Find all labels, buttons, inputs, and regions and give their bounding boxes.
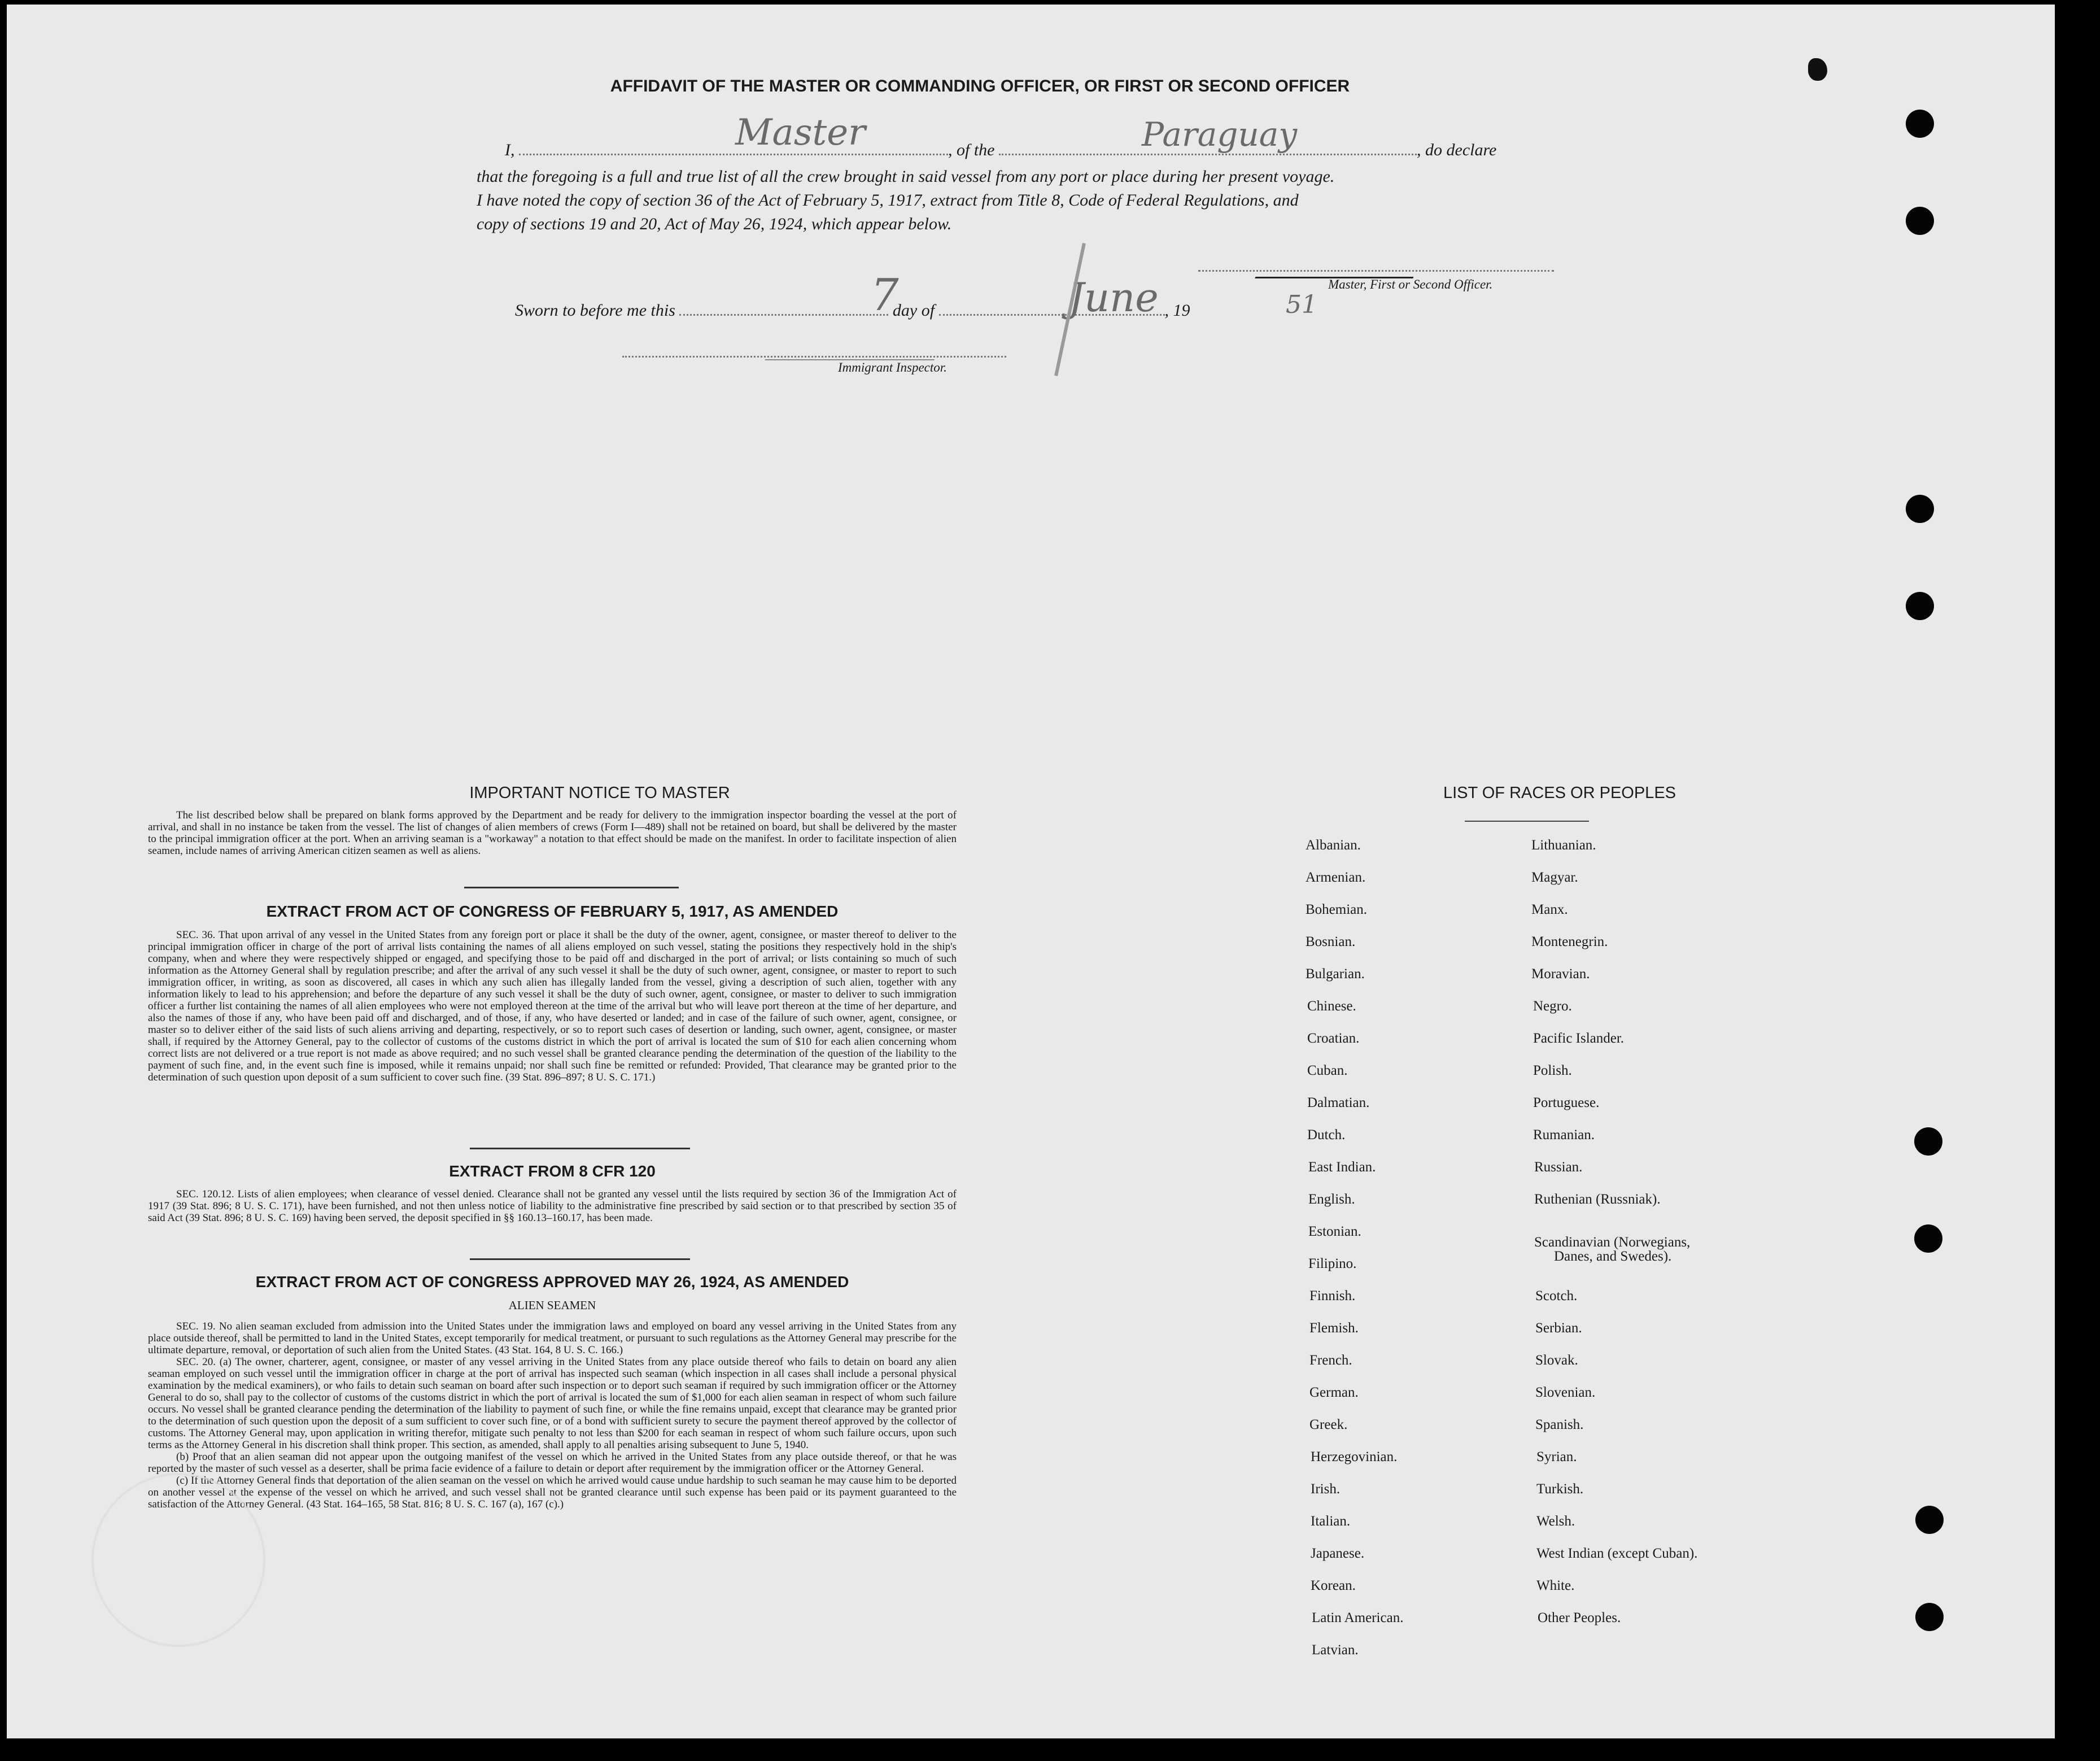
sec-20c-paragraph: (c) If the Attorney General finds that deportation of the alien seaman on the vessel on which he arrived would cause undue hardship to such seaman he may cause him to be deported on another vessel at the expense of the vessel on which he arrived, and such vessel shall not be granted clearance until such expense has been paid or its payment guaranteed to the satisfaction of the Attorney General. (43 Stat. 164–165, 58 Stat. 816; 8 U. S. C. 167 (a), 167 (c).) <box>148 1475 957 1510</box>
races-divider <box>1465 821 1589 822</box>
race-item: Montenegrin. <box>1531 934 1608 949</box>
race-item: Negro. <box>1533 999 1572 1014</box>
i-label: I, <box>505 141 515 159</box>
race-item: Lithuanian. <box>1531 838 1596 853</box>
race-item: Pacific Islander. <box>1533 1031 1625 1046</box>
race-item: Turkish. <box>1536 1481 1584 1497</box>
declaration-line-4: copy of sections 19 and 20, Act of May 26, 1924, which appear below. <box>477 215 952 233</box>
race-item: Ruthenian (Russniak). <box>1534 1192 1661 1207</box>
race-item: Cuban. <box>1307 1063 1348 1078</box>
month-handwritten: June <box>1068 274 1159 321</box>
punch-hole-2 <box>1906 207 1934 235</box>
embossed-seal <box>91 1473 265 1647</box>
extract-cfr-title: EXTRACT FROM 8 CFR 120 <box>449 1162 656 1180</box>
extract-1924-title: EXTRACT FROM ACT OF CONGRESS APPROVED MAY 26, 1924, AS AMENDED <box>255 1273 849 1291</box>
divider-2 <box>470 1148 690 1149</box>
inspector-caption: Immigrant Inspector. <box>838 360 947 374</box>
race-item: Korean. <box>1311 1578 1356 1593</box>
punch-hole-5 <box>1914 1127 1942 1156</box>
year-handwritten: 51 <box>1286 290 1317 319</box>
race-item: French. <box>1309 1353 1352 1368</box>
race-item: Bulgarian. <box>1306 966 1365 982</box>
race-item: Albanian. <box>1306 838 1361 853</box>
extract-1924-text <box>148 1320 957 1510</box>
sec-19-paragraph: SEC. 19. No alien seaman excluded from admission into the United States under the immigration laws and employed on board any vessel arriving in the United States from any place outside thereof, shall be permitted to land in the United States, except temporarily for medical treatment, or pursuant to such regulations as the Attorney General may prescribe for the ultimate departure, removal, or deportation of such alien from the United States. (43 Stat. 164, 8 U. S. C. 166.) <box>148 1320 957 1356</box>
race-item: Danes, and Swedes). <box>1554 1249 1672 1264</box>
declaration-line-2: that the foregoing is a full and true list of all the crew brought in said vessel from any port or place during her present voyage. <box>477 167 1335 186</box>
master-blank <box>519 140 948 155</box>
race-item: Irish. <box>1311 1481 1341 1497</box>
race-item: Serbian. <box>1535 1320 1582 1336</box>
punch-hole-6 <box>1914 1224 1942 1253</box>
race-item: Slovak. <box>1535 1353 1578 1368</box>
race-item: White. <box>1536 1578 1575 1593</box>
race-item: East Indian. <box>1308 1160 1376 1175</box>
year-prefix: , 19 <box>1164 301 1190 320</box>
vessel-handwritten: Paraguay <box>1142 115 1298 154</box>
race-item: Magyar. <box>1531 870 1578 885</box>
race-item: Finnish. <box>1309 1288 1356 1304</box>
officer-signature <box>1255 249 1424 278</box>
notice-title: IMPORTANT NOTICE TO MASTER <box>469 784 730 802</box>
race-item: Russian. <box>1534 1160 1583 1175</box>
punch-hole-1 <box>1906 110 1934 138</box>
race-item: Latin American. <box>1312 1610 1404 1625</box>
race-item: Bohemian. <box>1306 902 1368 917</box>
punch-hole-7 <box>1915 1506 1944 1534</box>
race-item: Herzegovinian. <box>1311 1449 1398 1464</box>
notice-text: The list described below shall be prepared on blank forms approved by the Department and be ready for delivery to the immigration inspector boarding the vessel at the port of arrival, and shall in no instance be taken from the vessel. The list of changes of alien members of crews (Form I—489) shall not be retained on board, but shall be delivered by the master to the principal immigration officer at the port. When an arriving seaman is a "workaway" a notation to that effect should be made on the manifest. In order to facilitate inspection of alien seamen, include names of arriving American citizen seamen as well as aliens. <box>148 809 957 857</box>
document-page <box>7 5 2055 1738</box>
master-signature: Master <box>735 112 866 154</box>
race-item: Armenian. <box>1306 870 1366 885</box>
day-of-label: day of <box>892 301 935 320</box>
sec-20b-paragraph: (b) Proof that an alien seaman did not appear upon the outgoing manifest of the vessel on which he arrived in the United States from any place outside thereof, or that he was reported by the master of such vessel as a deserter, shall be prima facie evidence of a failure to detain or deport after requirement by the immigration officer or the Attorney General. <box>148 1451 957 1475</box>
extract-1917-title: EXTRACT FROM ACT OF CONGRESS OF FEBRUARY 5, 1917, AS AMENDED <box>266 903 839 920</box>
race-item: Croatian. <box>1307 1031 1360 1046</box>
sec-20a-paragraph: SEC. 20. (a) The owner, charterer, agent, consignee, or master of any vessel arriving in the United States from any place outside thereof who fails to detain on board any alien seaman employed on such vessel until the immigration officer in charge at the port of arrival has inspected such seaman (which inspection in all cases shall include a personal physical examination by the medical examiners), or who fails to detain such seaman on board after such inspection or to deport such seaman if required by such immigration officer or the Attorney General to do so, shall pay to the collector of customs of the customs district in which the port of arrival is located the sum of $1,000 for each alien seaman in respect of whom such failure occurs. No vessel shall be granted clearance pending the determination of the liability to payment of such fine, or while the fine remains unpaid, except that clearance may be granted prior to the determination of such question upon the deposit of a sum sufficient to cover such fine, or of a bond with sufficient surety to secure the payment thereof approved by the collector of customs. The Attorney General may, upon application in writing therefor, mitigate such penalty to not less than $200 for each seaman in respect of whom such failure occurs, upon such terms as the Attorney General in his discretion shall think proper. This section, as amended, shall apply to all penalties arising subsequent to June 5, 1940. <box>148 1356 957 1451</box>
declaration-line-3: I have noted the copy of section 36 of the Act of February 5, 1917, extract from Title 8, Code of Federal Regulations, and <box>477 191 1299 210</box>
race-item: German. <box>1309 1385 1359 1400</box>
sworn-label: Sworn to before me this <box>515 301 675 320</box>
divider-3 <box>470 1258 690 1260</box>
punch-hole-3 <box>1906 495 1934 523</box>
punch-hole-8 <box>1915 1603 1944 1631</box>
declare-label: , do declare <box>1417 141 1497 159</box>
race-item: Welsh. <box>1536 1514 1575 1529</box>
extract-1917-text: SEC. 36. That upon arrival of any vessel in the United States from any foreign port or place it shall be the duty of the owner, agent, consignee, or master thereof to deliver to the principal immigration officer in charge of the port of arrival lists containing the names of all aliens employed on such vessel, stating the positions they respectively hold in the ship's company, when and where they were respectively shipped or engaged, and specifying those to be paid off and discharged in the port of arrival; or lists containing so much of such information as the Attorney General shall by regulation prescribe; and after the arrival of any such vessel it shall be the duty of such owner, agent, consignee, or master to report to such immigration officer, in writing, as soon as discovered, all cases in which any such alien has illegally landed from the vessel, giving a description of such alien, together with any information likely to lead to his apprehension; and before the departure of any such vessel it shall be the duty of such owner, agent, consignee, or master to deliver to such immigration officer a further list containing the names of all alien employees who were not employed thereon at the time of the arrival but who will leave port thereon at the time of her departure, and also the names of those if any, who have been paid off and discharged, and of those, if any, who have deserted or landed; and in case of the failure of such owner, agent, consignee, or master so to deliver either of the said lists of such aliens arriving and departing, respectively, or so to report such cases of desertion or landing, such owner, agent, consignee, or master shall, if required by the Attorney General, pay to the collector of customs of the customs district in which the port of arrival is located the sum of $10 for each alien concerning whom correct lists are not delivered or a true report is not made as above required; and no such vessel shall be granted clearance pending the determination of the question of the liability to the payment of such fine, and, in the event such fine is imposed, while it remains unpaid; nor shall such fine be remitted or refunded: Provided, That clearance may be granted prior to the determination of such question upon deposit of a sum sufficient to cover such fine. (39 Stat. 896–897; 8 U. S. C. 171.) <box>148 929 957 1083</box>
race-item: English. <box>1308 1192 1355 1207</box>
race-item: Japanese. <box>1311 1546 1365 1561</box>
race-item: Rumanian. <box>1533 1127 1595 1143</box>
race-item: Flemish. <box>1309 1320 1359 1336</box>
race-item: Syrian. <box>1536 1449 1577 1464</box>
day-handwritten: 7 <box>871 270 899 321</box>
race-item: Dutch. <box>1307 1127 1346 1143</box>
extract-cfr-text: SEC. 120.12. Lists of alien employees; when clearance of vessel denied. Clearance shall not be granted any vessel until the lists required by section 36 of the Immigration Act of 1917 (39 Stat. 896; 8 U. S. C. 171), have been furnished, and not then unless notice of liability to the administrative fine prescribed by said section or to that prescribed by section 35 of said Act (39 Stat. 896; 8 U. S. C. 169) having been served, the deposit specified in §§ 160.13–160.17, has been made. <box>148 1188 957 1224</box>
inspector-signature <box>765 337 942 360</box>
race-item: Scotch. <box>1535 1288 1578 1304</box>
race-item: Estonian. <box>1308 1224 1361 1239</box>
race-item: Polish. <box>1533 1063 1572 1078</box>
race-item: Moravian. <box>1531 966 1590 982</box>
race-item: Bosnian. <box>1306 934 1356 949</box>
race-item: Manx. <box>1531 902 1568 917</box>
declaration-line-1 <box>505 140 1561 160</box>
race-item: Filipino. <box>1308 1256 1357 1271</box>
punch-hole-4 <box>1906 592 1934 620</box>
race-item: Greek. <box>1309 1417 1348 1432</box>
extract-1924-subtitle: ALIEN SEAMEN <box>508 1298 596 1312</box>
race-item: Chinese. <box>1307 999 1356 1014</box>
race-item: Scandinavian (Norwegians, <box>1534 1235 1691 1250</box>
races-title: LIST OF RACES OR PEOPLES <box>1443 784 1676 802</box>
of-the-label: , of the <box>948 141 995 159</box>
officer-caption: Master, First or Second Officer. <box>1328 277 1493 291</box>
race-item: Latvian. <box>1312 1642 1359 1658</box>
divider-1 <box>464 887 679 888</box>
race-item: Slovenian. <box>1535 1385 1596 1400</box>
race-item: Spanish. <box>1535 1417 1584 1432</box>
race-item: Dalmatian. <box>1307 1095 1370 1110</box>
day-blank <box>679 300 888 316</box>
affidavit-title: AFFIDAVIT OF THE MASTER OR COMMANDING OFFICER, OR FIRST OR SECOND OFFICER <box>610 77 1350 95</box>
race-item: Italian. <box>1311 1514 1351 1529</box>
race-item: West Indian (except Cuban). <box>1536 1546 1698 1561</box>
race-item: Other Peoples. <box>1538 1610 1621 1625</box>
race-item: Portuguese. <box>1533 1095 1600 1110</box>
